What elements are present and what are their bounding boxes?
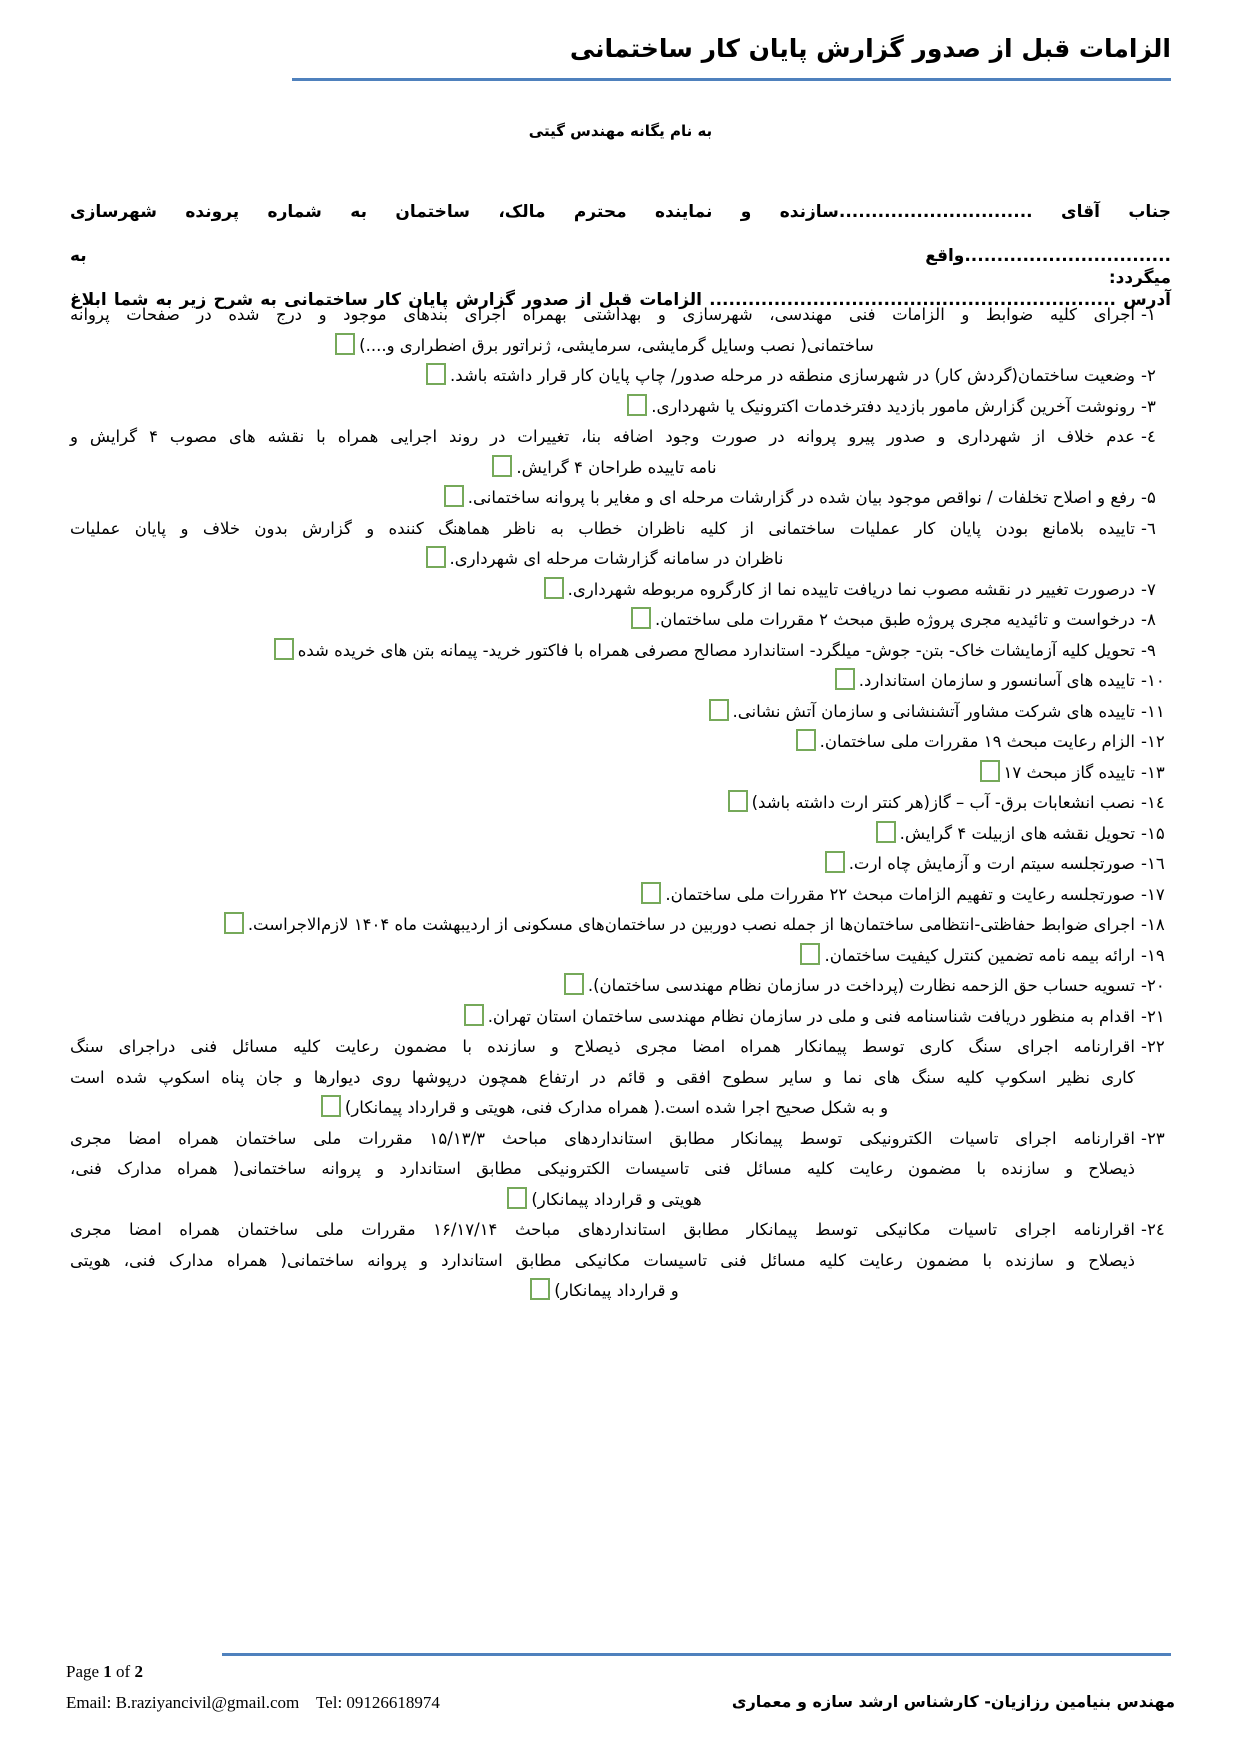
requirement-number: ۱۳- xyxy=(1141,762,1165,782)
requirement-text xyxy=(70,880,1135,911)
requirement-number: ۱۸- xyxy=(1141,915,1165,934)
requirement-text-line: رفع و اصلاح تخلفات / نواقص موجود بیان شده در گزارشات مرحله ای و مغایر با پروانه ساختمانی. xyxy=(70,483,1135,514)
requirement-row xyxy=(70,880,1171,911)
requirement-checkbox[interactable] xyxy=(492,455,512,477)
requirement-checkbox[interactable] xyxy=(530,1278,550,1300)
contact-info: Email: B.raziyancivil@gmail.com Tel: 09126618974 xyxy=(66,1693,440,1712)
requirement-row xyxy=(70,1215,1171,1307)
requirement-text xyxy=(70,758,1135,789)
requirement-text-line: تسویه حساب حق الزحمه نظارت (پرداخت در سازمان نظام مهندسی ساختمان). xyxy=(70,971,1135,1002)
requirement-checkbox[interactable] xyxy=(728,790,748,812)
requirement-checkbox[interactable] xyxy=(631,607,651,629)
requirement-row xyxy=(70,605,1171,636)
requirement-row xyxy=(70,392,1171,423)
page-label-prefix: Page xyxy=(66,1662,104,1681)
requirement-text xyxy=(70,1032,1135,1124)
requirement-text-line: و به شکل صحیح اجرا شده است.( همراه مدارک فنی، هویتی و قرارداد پیمانکار) xyxy=(70,1093,1135,1124)
requirement-number: ٦- xyxy=(1141,518,1156,538)
requirement-number: ۲۱- xyxy=(1141,1006,1165,1026)
document-header xyxy=(70,34,1171,96)
requirement-row xyxy=(70,971,1171,1002)
requirement-text-line: و قرارداد پیمانکار) xyxy=(70,1276,1135,1307)
requirement-row xyxy=(70,361,1171,392)
dedication-line: به نام یگانه مهندس گیتی xyxy=(528,122,713,140)
requirement-number: ۸- xyxy=(1141,610,1156,629)
requirement-number: ۲- xyxy=(1141,366,1156,385)
requirement-number: ۱- xyxy=(1141,305,1156,324)
requirement-text xyxy=(70,941,1135,972)
requirement-text xyxy=(70,697,1135,728)
requirement-number: ۱۱- xyxy=(1141,701,1165,721)
requirement-checkbox[interactable] xyxy=(224,912,244,934)
requirement-number: ۵- xyxy=(1141,488,1156,507)
requirement-row xyxy=(70,636,1171,667)
requirement-row xyxy=(70,788,1171,819)
page-title: الزامات قبل از صدور گزارش پایان کار ساختمانی xyxy=(569,34,1171,63)
requirement-checkbox[interactable] xyxy=(876,821,896,843)
document-footer xyxy=(0,1662,1241,1752)
requirement-text-line: اقرارنامه اجرای تاسیات الکترونیکی توسط پیمانکار مطابق استانداردهای مباحث ۱۵/۱۳/۳ مقررات ملی ساختمان همراه امضا مجری xyxy=(70,1128,1135,1148)
requirement-checkbox[interactable] xyxy=(564,973,584,995)
requirement-checkbox[interactable] xyxy=(426,363,446,385)
requirement-checkbox[interactable] xyxy=(274,638,294,660)
requirement-row xyxy=(70,910,1171,941)
requirement-number: ۲٤- xyxy=(1141,1220,1165,1239)
requirement-checkbox[interactable] xyxy=(464,1004,484,1026)
requirement-row xyxy=(70,849,1171,880)
intro-line-1: جناب آقای ..............................سازنده و نماینده محترم مالک، ساختمان به شماره پرونده شهرسازی ................................واقع به xyxy=(70,202,1171,266)
requirement-text-line: تحویل کلیه آزمایشات خاک- بتن- جوش- میلگرد- استاندارد مصالح مصرفی همراه با فاکتور خرید- پیمانه بتن های خریده شده xyxy=(70,636,1135,667)
requirement-text xyxy=(70,361,1135,392)
requirement-text xyxy=(70,605,1135,636)
requirement-text xyxy=(70,666,1135,697)
requirements-list xyxy=(70,300,1171,1307)
requirement-text-line: ناظران در سامانه گزارشات مرحله ای شهرداری. xyxy=(70,544,1135,575)
requirement-checkbox[interactable] xyxy=(980,760,1000,782)
requirement-number: ۱۲- xyxy=(1141,732,1165,751)
requirement-checkbox[interactable] xyxy=(507,1187,527,1209)
requirement-number: ۷- xyxy=(1141,579,1156,599)
page-total: 2 xyxy=(134,1662,143,1681)
header-divider xyxy=(292,78,1171,81)
signature-line: مهندس بنیامین رزازیان- کارشناس ارشد سازه و معماری xyxy=(731,1692,1175,1711)
requirement-text xyxy=(70,849,1135,880)
requirement-text-line: اجرای کلیه ضوابط و الزامات فنی مهندسی، شهرسازی و بهداشتی بهمراه اجرای بندهای موجود و درج شده در صفحات پروانه xyxy=(70,305,1135,324)
requirement-row xyxy=(70,697,1171,728)
requirement-text xyxy=(70,971,1135,1002)
requirement-row xyxy=(70,819,1171,850)
requirement-text xyxy=(70,392,1135,423)
requirement-row xyxy=(70,758,1171,789)
requirement-checkbox[interactable] xyxy=(321,1095,341,1117)
intro-line-2: آدرس ............................................................... الزامات قبل از صدور گزارش پایان کار ساختمانی به شرح زیر به شما ابلاغ xyxy=(70,290,1171,310)
requirement-text-line: رونوشت آخرین گزارش مامور بازدید دفترخدمات اکترونیک یا شهرداری. xyxy=(70,392,1135,423)
requirement-number: ۱۹- xyxy=(1141,945,1165,965)
requirement-number: ۲۰- xyxy=(1141,976,1165,995)
requirement-checkbox[interactable] xyxy=(335,333,355,355)
requirement-number: ۱٦- xyxy=(1141,854,1165,873)
requirement-checkbox[interactable] xyxy=(796,729,816,751)
requirement-number: ۱٤- xyxy=(1141,793,1165,812)
requirement-row xyxy=(70,575,1171,606)
requirement-text xyxy=(70,483,1135,514)
requirement-text xyxy=(70,300,1135,361)
requirement-text-line: ذیصلاح و سازنده با مضمون رعایت کلیه مسائل فنی تاسیسات الکترونیکی مطابق استاندارد و پروانه ساختمانی( همراه مدارک فنی، xyxy=(70,1159,1135,1178)
requirement-text-line: کاری نظیر اسکوپ کلیه سنگ های نما و سایر سطوح افقی و قائم در ارتفاع همچون درپوشها روی دیوارها و جان پناه اسکوپ شده است xyxy=(70,1067,1135,1087)
requirement-text xyxy=(70,636,1135,667)
requirement-row xyxy=(70,422,1171,483)
requirement-text-line: تاییده بلامانع بودن پایان کار عملیات ساختمانی از کلیه ناظران خطاب به ناظر هماهنگ کننده و گزارش بدون خلاف و پایان عملیات xyxy=(70,518,1135,538)
requirement-text-line: تحویل نقشه های ازبیلت ۴ گرایش. xyxy=(70,819,1135,850)
requirement-number: ۲۳- xyxy=(1141,1128,1165,1148)
requirement-text-line: اقدام به منظور دریافت شناسنامه فنی و ملی در سازمان نظام مهندسی ساختمان استان تهران. xyxy=(70,1002,1135,1033)
requirement-text-line: ذیصلاح و سازنده با مضمون رعایت کلیه مسائل فنی تاسیسات مکانیکی مطابق استاندارد و پروانه ساختمانی( همراه مدارک فنی، هویتی xyxy=(70,1250,1135,1270)
requirement-text-line: درصورت تغییر در نقشه مصوب نما دریافت تاییده نما از کارگروه مربوطه شهرداری. xyxy=(70,575,1135,606)
intro-line-3: میگردد: xyxy=(1108,268,1171,288)
requirement-text xyxy=(70,819,1135,850)
requirement-number: ۱۷- xyxy=(1141,884,1165,904)
requirement-row xyxy=(70,514,1171,575)
requirement-checkbox[interactable] xyxy=(709,699,729,721)
page-of: of xyxy=(111,1662,135,1681)
requirement-checkbox[interactable] xyxy=(426,546,446,568)
requirement-text xyxy=(70,575,1135,606)
requirement-text-line: وضعیت ساختمان(گردش کار) در شهرسازی منطقه در مرحله صدور/ چاپ پایان کار قرار داشته باشد. xyxy=(70,361,1135,392)
requirement-checkbox[interactable] xyxy=(825,851,845,873)
requirement-number: ۲۲- xyxy=(1141,1037,1165,1056)
requirement-row xyxy=(70,666,1171,697)
requirement-number: ۹- xyxy=(1141,640,1156,660)
requirement-number: ۳- xyxy=(1141,396,1156,416)
requirement-text xyxy=(70,514,1135,575)
footer-divider xyxy=(222,1653,1171,1656)
requirement-text-line: صورتجلسه رعایت و تفهیم الزامات مبحث ۲۲ مقررات ملی ساختمان. xyxy=(70,880,1135,911)
requirement-text-line: ارائه بیمه نامه تضمین کنترل کیفیت ساختمان. xyxy=(70,941,1135,972)
requirement-text xyxy=(70,910,1135,941)
requirement-text-line: هویتی و قرارداد پیمانکار) xyxy=(70,1185,1135,1216)
requirement-text xyxy=(70,422,1135,483)
requirement-text-line: الزام رعایت مبحث ۱۹ مقررات ملی ساختمان. xyxy=(70,727,1135,758)
requirement-text-line: اقرارنامه اجرای تاسیات مکانیکی توسط پیمانکار مطابق استانداردهای مباحث ۱۶/۱۷/۱۴ مقررات ملی ساختمان همراه امضا مجری xyxy=(70,1220,1135,1239)
requirement-number: ٤- xyxy=(1141,427,1156,446)
requirement-number: ۱۰- xyxy=(1141,671,1165,690)
requirement-checkbox[interactable] xyxy=(835,668,855,690)
requirement-text-line: اقرارنامه اجرای سنگ کاری توسط پیمانکار همراه امضا مجری ذیصلاح و سازنده با مضمون رعایت کلیه مسائل فنی دراجرای سنگ xyxy=(70,1037,1135,1056)
requirement-text-line: اجرای ضوابط حفاظتی-انتظامی ساختمان‌ها از جمله نصب دوربین در ساختمان‌های مسکونی از اردیبهشت ماه ۱۴۰۴ لازم‌الاجراست. xyxy=(70,910,1135,941)
requirement-row xyxy=(70,1032,1171,1124)
requirement-row xyxy=(70,483,1171,514)
page-current: 1 xyxy=(103,1662,112,1681)
requirement-text-line: عدم خلاف از شهرداری و صدور پیرو پروانه در صورت وجود اضافه بنا، تغییرات در روند اجرایی همراه با نقشه های مصوب ۴ گرایش و xyxy=(70,427,1135,446)
requirement-row xyxy=(70,1002,1171,1033)
page-number xyxy=(66,1662,143,1682)
requirement-text xyxy=(70,727,1135,758)
requirement-row xyxy=(70,941,1171,972)
requirement-text xyxy=(70,788,1135,819)
requirement-text-line: نامه تاییده طراحان ۴ گرایش. xyxy=(70,453,1135,484)
requirement-text xyxy=(70,1124,1135,1216)
requirement-text xyxy=(70,1002,1135,1033)
requirement-text xyxy=(70,1215,1135,1307)
requirement-text-line: صورتجلسه سیتم ارت و آزمایش چاه ارت. xyxy=(70,849,1135,880)
requirement-row xyxy=(70,727,1171,758)
requirement-row xyxy=(70,1124,1171,1216)
requirement-text-line: تاییده گاز مبحث ۱۷ xyxy=(70,758,1135,789)
requirement-text-line: تاییده های شرکت مشاور آتشنشانی و سازمان آتش نشانی. xyxy=(70,697,1135,728)
requirement-number: ۱۵- xyxy=(1141,823,1165,843)
requirement-checkbox[interactable] xyxy=(800,943,820,965)
requirement-text-line: درخواست و تائیدیه مجری پروژه طبق مبحث ۲ مقررات ملی ساختمان. xyxy=(70,605,1135,636)
requirement-checkbox[interactable] xyxy=(641,882,661,904)
requirement-text-line: نصب انشعابات برق- آب – گاز(هر کنتر ارت داشته باشد) xyxy=(70,788,1135,819)
requirement-checkbox[interactable] xyxy=(544,577,564,599)
requirement-text-line: تاییده های آسانسور و سازمان استاندارد. xyxy=(70,666,1135,697)
requirement-checkbox[interactable] xyxy=(444,485,464,507)
requirement-checkbox[interactable] xyxy=(627,394,647,416)
requirement-row xyxy=(70,300,1171,361)
requirement-text-line: ساختمانی( نصب وسایل گرمایشی، سرمایشی، ژنراتور برق اضطراری و....) xyxy=(70,331,1135,362)
